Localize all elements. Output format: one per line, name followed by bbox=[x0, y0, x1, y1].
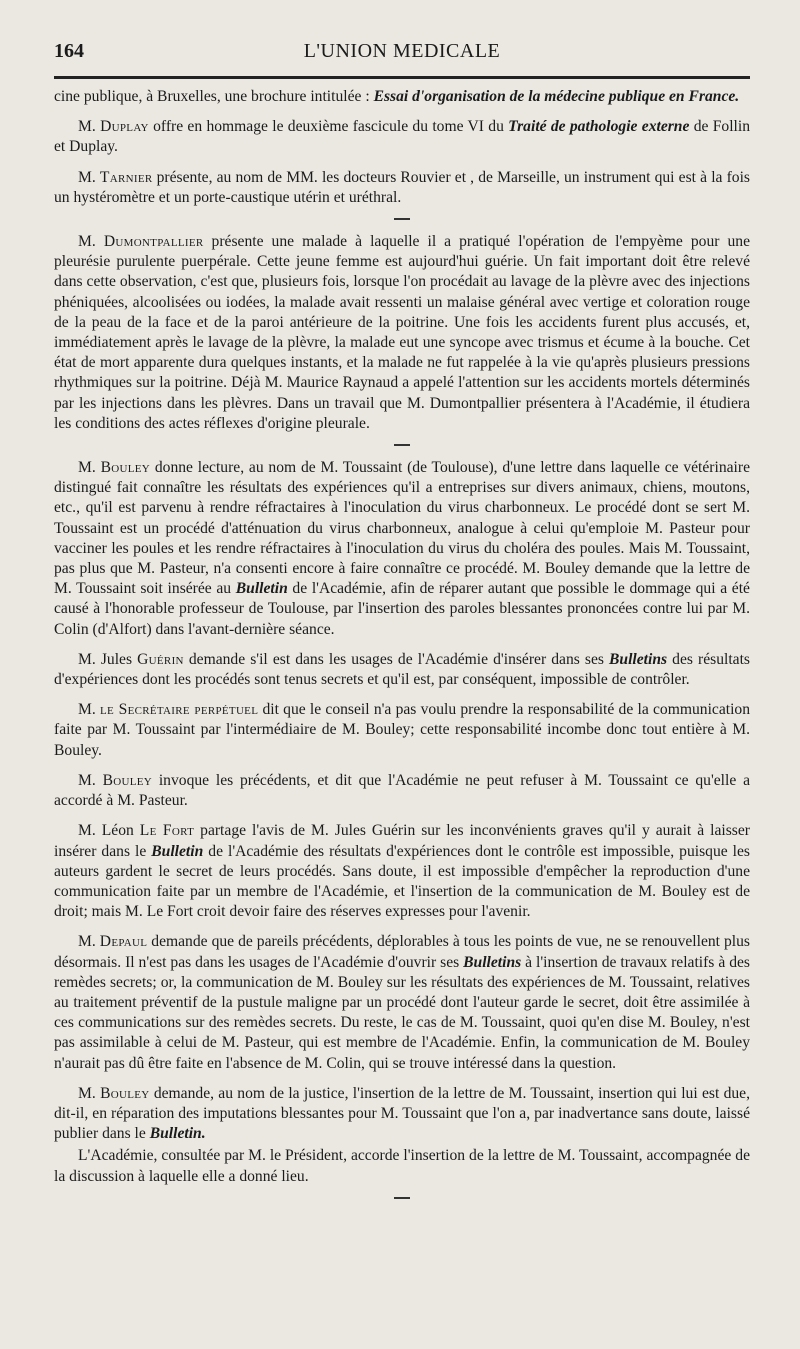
speaker-name: Duplay bbox=[100, 118, 149, 136]
page-number: 164 bbox=[54, 40, 84, 62]
speaker-name: Guérin bbox=[137, 650, 184, 668]
publication-title: Bulletin bbox=[151, 842, 204, 860]
paragraph-depaul bbox=[54, 932, 750, 1073]
text: de l'Académie des résultats d'expériences dont le contrôle est impossible, puisque les auteurs gardent le secret de leurs procédés. Sans doute, il est impossible d'empêcher la reproduction d'une communication faite par un membre de l'Académie, et l'insertion de la communication de M. Bouley est de droit; mais M. Le Fort croit devoir faire des réserves expresses pour l'avenir. bbox=[54, 842, 750, 921]
publication-title: Bulletins bbox=[609, 650, 668, 668]
page-header bbox=[54, 40, 750, 72]
text: cine publique, à Bruxelles, une brochure intitulée : bbox=[54, 88, 374, 105]
publication-title: Bulletin bbox=[235, 580, 288, 598]
publication-title: Bulletin. bbox=[149, 1125, 206, 1143]
paragraph-dumontpallier bbox=[54, 232, 750, 434]
speaker-name: Bouley bbox=[102, 771, 153, 789]
text: de l'Académie, afin de réparer autant que possible le dommage qui a été causé à l'honorable professeur de Toulouse, par l'insertion des paroles blessantes prononcées contre lui par M. Colin (d'Alfort) dans l'avant-dernière séance. bbox=[54, 580, 750, 638]
text: demande que de pareils précédents, déplorables à tous les points de vue, ne se renouvellent plus désormais. Il n'est pas dans les usages de l'Académie d'ouvrir ses bbox=[54, 933, 750, 971]
paragraph-secretaire bbox=[54, 700, 750, 761]
text: demande, au nom de la justice, l'insertion de la lettre de M. Toussaint, insertion qui lui est due, dit-il, en réparation des imputations blessantes pour M. Toussaint que l'on a, par inadvertance sans doute, laissé publier dans le bbox=[54, 1084, 750, 1143]
paragraph-le-fort bbox=[54, 821, 750, 922]
paragraph-bouley-justice bbox=[54, 1084, 750, 1145]
speaker-prefix: M. bbox=[78, 168, 100, 186]
speaker-name: Le Fort bbox=[139, 822, 195, 840]
text: demande s'il est dans les usages de l'Académie d'insérer dans ses bbox=[183, 650, 610, 668]
text: présente une malade à laquelle il a pratiqué l'opération de l'empyème pour une pleurésie purulente puerpérale. Cette jeune femme est aujourd'hui guérie. Un fait important doit être relevé dans cette observation, c'est que, plusieurs fois, lorsque l'on procédait au lavage de la plèvre avec des injections phéniquées, alcoolisées ou iodées, la malade avait ressenti un malaise général avec vertige et coloration rouge de la peau de la face et de la paroi antérieure de la poitrine. Une fois les accidents furent plus accusés, et, immédiatement après le lavage de la plèvre, la malade eut une syncope avec trismus et écume à la bouche. Cet état de mort apparente dura quelques instants, et la malade ne fut rappelée à la vie qu'après plusieurs pressions rhythmiques sur la poitrine. Déjà M. Maurice Raynaud a appelé l'attention sur les accidents mortels déterminés par les injections dans les plèvres. Dans un travail que M. Dumontpallier présentera à l'Académie, il étudiera les conditions des actes réflexes d'origine pleurale. bbox=[54, 233, 750, 432]
speaker-prefix: M. bbox=[78, 771, 103, 789]
text: dit que le conseil n'a pas voulu prendre la responsabilité de la communication faite par M. Toussaint par l'intermédiaire de M. Bouley; cette responsabilité incombe donc tout entière à M. Bouley. bbox=[54, 701, 751, 759]
speaker-prefix: M. bbox=[78, 459, 101, 477]
text: donne lecture, au nom de M. Toussaint (de Toulouse), d'une lettre dans laquelle ce vétérinaire distingué fait connaître les résultats des expériences qu'il a entreprises sur divers animaux, chiens, moutons, etc., qu'il est parvenu à rendre réfractaires à l'inoculation du virus charbonneux. Le procédé dont se sert M. Toussaint est un procédé d'atténuation du virus charbonneux, analogue à celui qu'emploie M. Pasteur pour vacciner les poules et les rendre réfractaires à l'inoculation du virus du choléra des poules. Mais M. Toussaint, pas plus que M. Pasteur, n'a consenti encore à faire connaître ce procédé. M. Bouley demande que la lettre de M. Toussaint soit insérée au bbox=[54, 459, 750, 598]
speaker-prefix: M. bbox=[78, 701, 101, 719]
text: partage l'avis de M. Jules Guérin sur les inconvénients graves qu'il y aurait à laisser insérer dans le bbox=[54, 822, 750, 860]
text: présente, au nom de MM. les docteurs Rouvier et , de Marseille, un instrument qui est à la fois un hystéromètre et un porte-caustique utérin et uréthral. bbox=[54, 168, 750, 206]
speaker-name: Tarnier bbox=[99, 168, 153, 186]
speaker-name: Bouley bbox=[100, 459, 151, 477]
section-separator bbox=[394, 218, 410, 220]
text: L'Académie, consultée par M. le Président, accorde l'insertion de la lettre de M. Toussaint, accompagnée de la discussion à laquelle elle a donné lieu. bbox=[54, 1147, 750, 1185]
section-separator bbox=[394, 444, 410, 446]
publication-title: Traité de pathologie externe bbox=[508, 118, 690, 136]
paragraph-tarnier bbox=[54, 168, 750, 208]
speaker-prefix: M. Léon bbox=[78, 822, 140, 840]
running-title: L'UNION MEDICALE bbox=[303, 40, 501, 62]
speaker-prefix: M. bbox=[78, 118, 101, 136]
paragraph-academie-decision bbox=[54, 1146, 750, 1186]
paragraph-duplay bbox=[54, 117, 750, 157]
paragraph-bouley-precedents bbox=[54, 771, 750, 811]
section-separator bbox=[394, 1197, 410, 1199]
speaker-prefix: M. bbox=[78, 233, 104, 251]
speaker-prefix: M. bbox=[78, 1084, 101, 1102]
speaker-name: le Secrétaire perpétuel bbox=[100, 701, 259, 719]
header-rule bbox=[54, 76, 750, 79]
paragraph-bouley-lecture bbox=[54, 458, 750, 640]
text: des résultats d'expériences dont les procédés sont tenus secrets et qu'il est, par conséquent, impossible de contrôler. bbox=[54, 650, 750, 689]
publication-title: Bulletins bbox=[463, 953, 522, 971]
text: invoque les précédents, et dit que l'Académie ne peut refuser à M. Toussaint ce qu'elle a accordé à M. Pasteur. bbox=[54, 771, 750, 810]
text: de Follin et Duplay. bbox=[54, 118, 750, 156]
text: offre en hommage le deuxième fascicule du tome VI du bbox=[148, 118, 509, 136]
paragraph-publication-notice bbox=[54, 87, 750, 107]
speaker-name: Depaul bbox=[99, 933, 148, 951]
text: à l'insertion de travaux relatifs à des remèdes secrets; or, la communication de M. Bouley sur les résultats des expériences de M. Toussaint, relatives au traitement préventif de la pustule maligne par un procédé dont l'auteur garde le secret, doit être assimilée à ces communications sur des remèdes secrets. Du reste, le cas de M. Toussaint, quoi qu'en dise M. Bouley, n'est pas assimilable à celui de M. Pasteur, qui est membre de l'Académie. Enfin, la communication de M. Bouley n'aurait pas dû être faite en l'absence de M. Colin, qui se trouve intéressé dans la question. bbox=[54, 953, 750, 1072]
speaker-name: Bouley bbox=[100, 1084, 150, 1102]
speaker-name: Dumontpallier bbox=[103, 233, 204, 251]
speaker-prefix: M. Jules bbox=[78, 650, 138, 668]
speaker-prefix: M. bbox=[78, 933, 100, 951]
paragraph-guerin bbox=[54, 650, 750, 690]
publication-title: Essai d'organisation de la médecine publique en France. bbox=[373, 88, 740, 105]
